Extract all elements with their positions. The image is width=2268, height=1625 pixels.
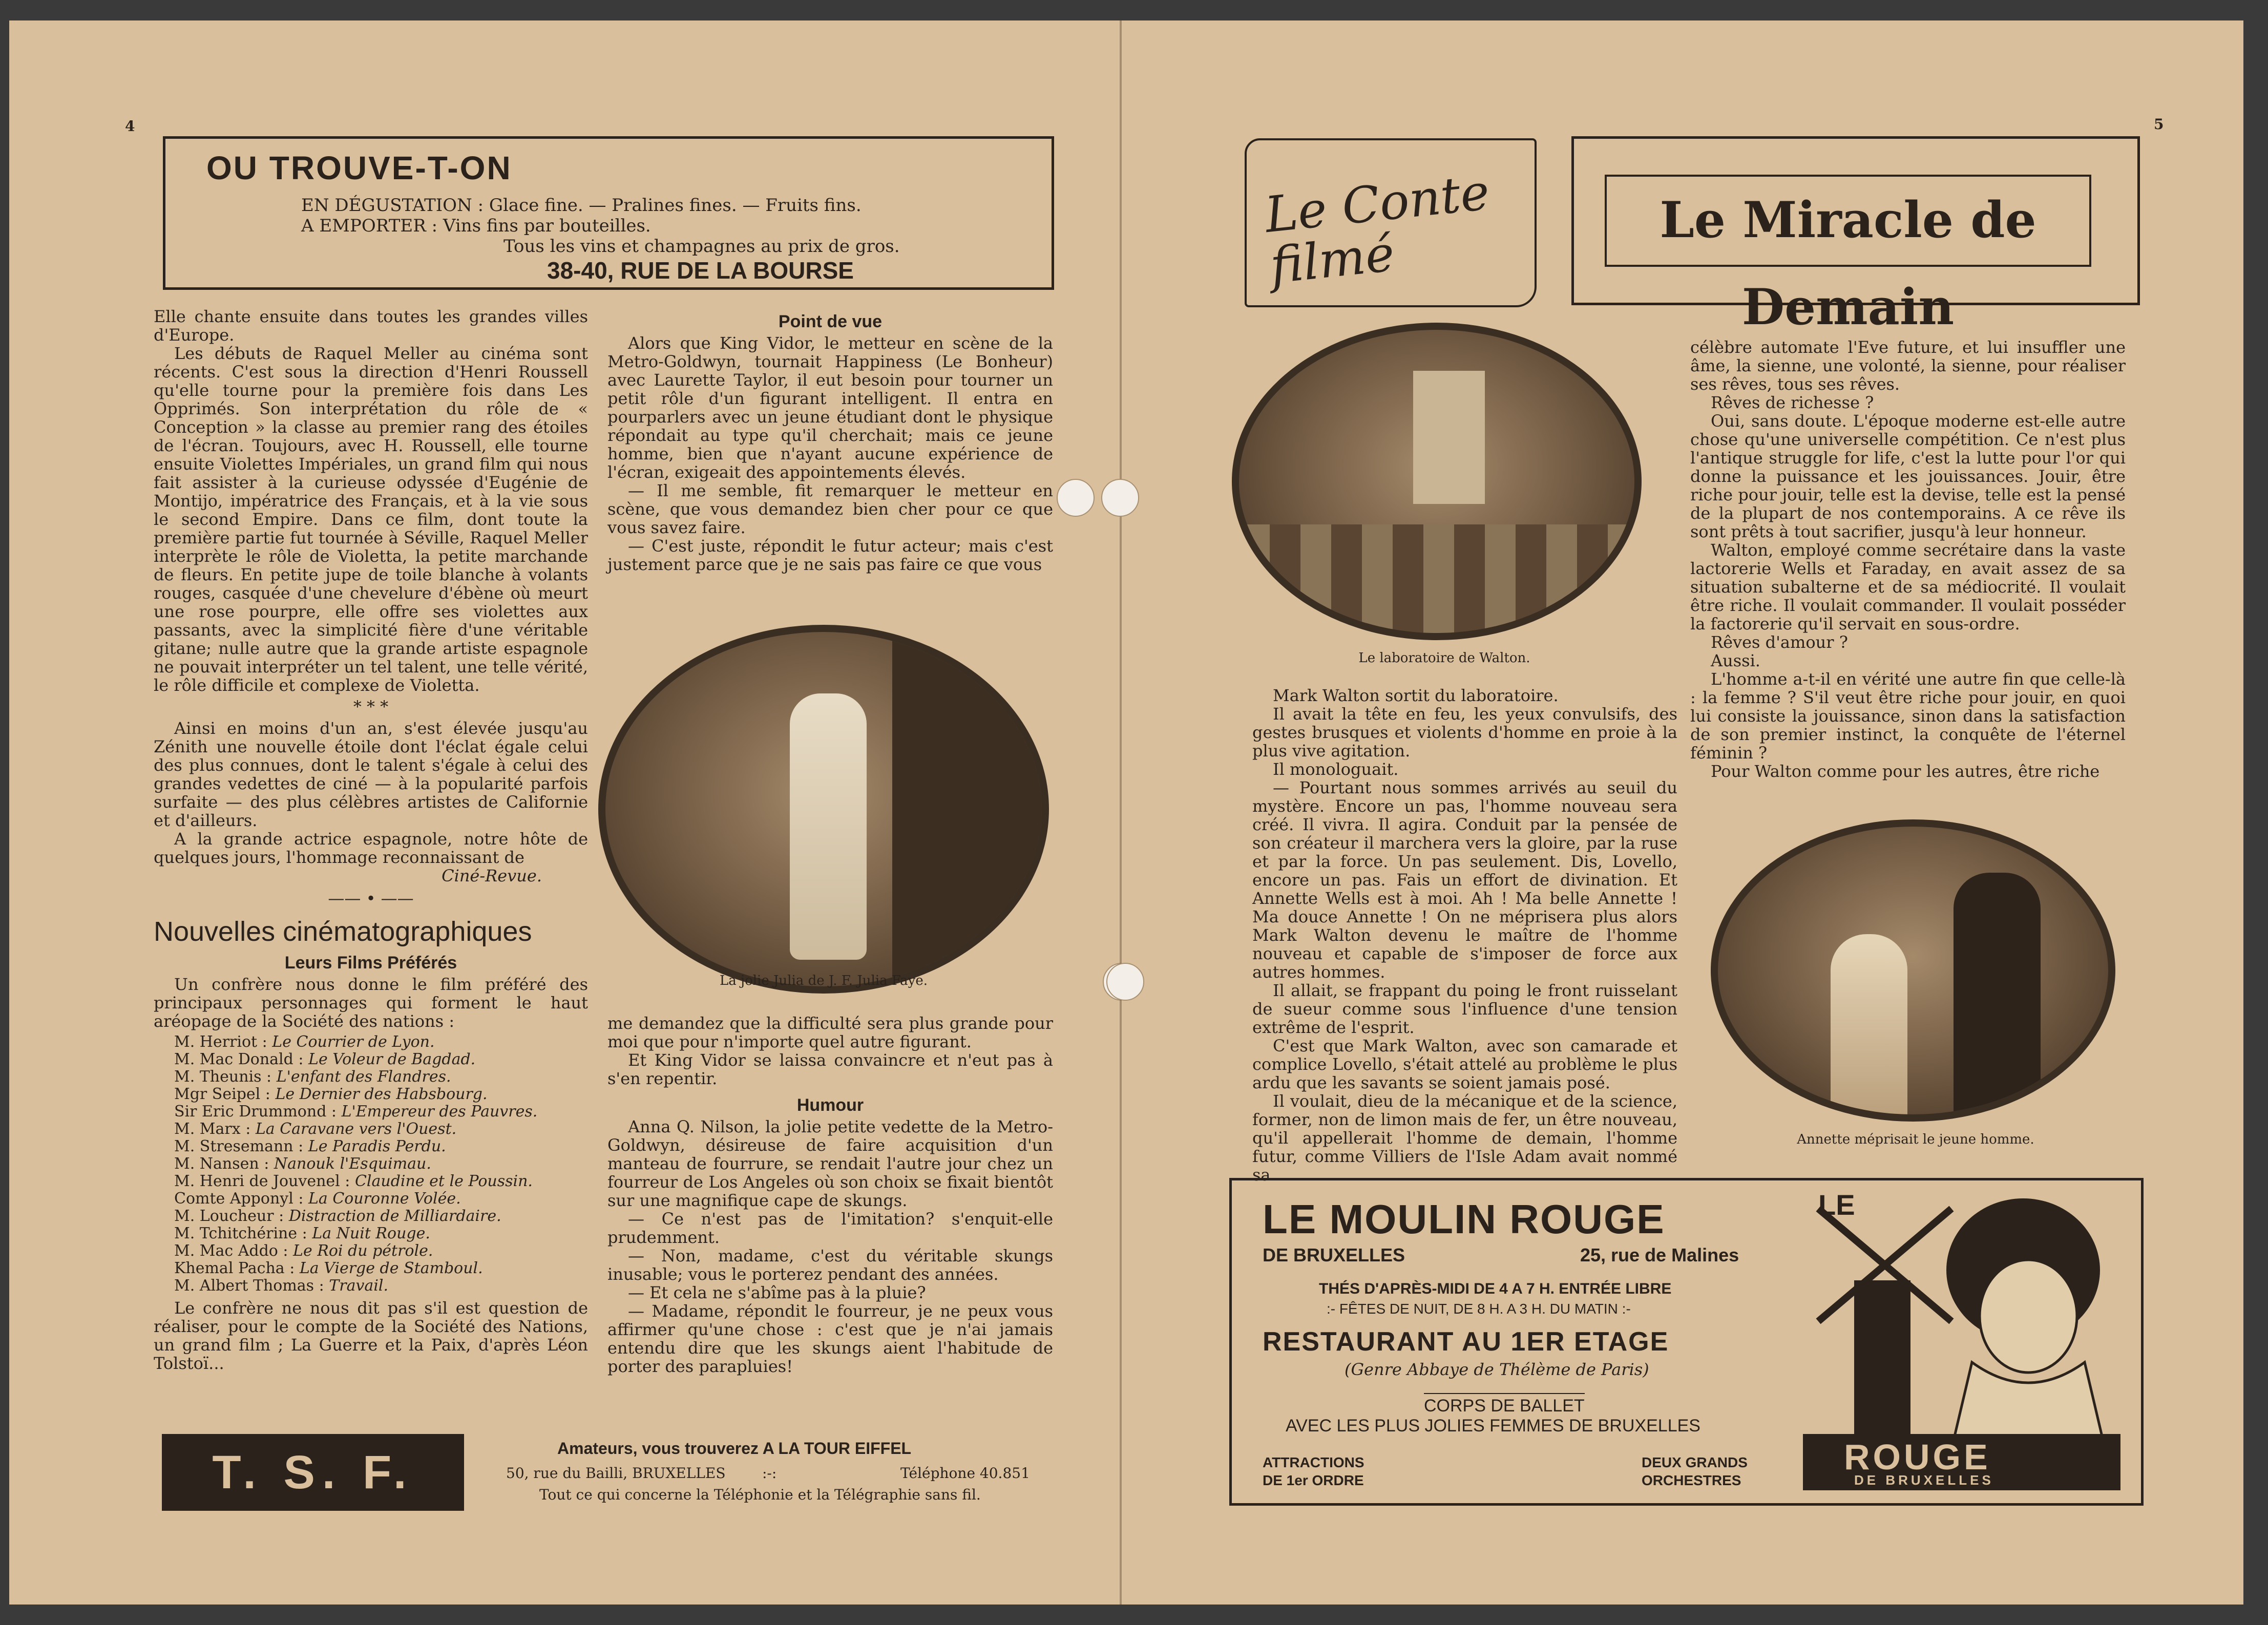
paragraph: — Il me semble, fit remarquer le metteur en scène, que vous demandez bien cher pour ce que vous savez faire.: [607, 481, 1053, 537]
heading-humour: Humour: [796, 1095, 864, 1115]
column-2-bottom: [607, 1014, 1053, 1376]
paragraph: C'est que Mark Walton, avec son camarade et complice Lovello, s'était attelé au problème le plus ardu que les savants se soient jamais posé.: [1252, 1036, 1677, 1092]
moulin-rouge-ad: [1229, 1178, 2144, 1506]
paragraph: L'homme a-t-il en vérité une autre fin que celle-là : la femme ? S'il veut être riche pour jouir, en quoi lui consiste la jouissance, sinon dans la satisfaction de son premier instinct, la conquête de l'éternel féminin ?: [1690, 669, 2126, 763]
paragraph: célèbre automate l'Eve future, et lui insuffler une âme, la sienne, une volonté, la sienne, pour réaliser ses rêves, tous ses rêves.: [1690, 337, 2126, 394]
list-item: M. Loucheur : Distraction de Milliardaire.: [174, 1207, 501, 1225]
title-box: [1571, 136, 2140, 336]
photo-annette: [1711, 819, 2115, 1122]
paragraph: Aussi.: [1711, 651, 1760, 670]
checkered-floor: [1239, 524, 1642, 640]
paragraph: me demandez que la difficulté sera plus grande pour moi que pour n'importe quel autre figurant.: [607, 1014, 1053, 1051]
building-shadow: [892, 632, 1049, 994]
list-item: M. Marx : La Caravane vers l'Ouest.: [174, 1120, 457, 1138]
list-item: M. Mac Addo : Le Roi du pétrole.: [174, 1242, 433, 1260]
moulin-orch2: ORCHESTRES: [1642, 1472, 1741, 1488]
column-2-top: [607, 307, 1053, 574]
moulin-orch: DEUX GRANDS: [1642, 1454, 1748, 1470]
paragraph: Il voulait, dieu de la mécanique et de la science, former, non de limon mais de fer, un être nouveau, qu'il appellerait l'homme de demain, l'homme futur, comme Villiers de l'Isle Adam avait nommé sa: [1252, 1091, 1677, 1185]
logo-rouge: ROUGE: [1844, 1437, 1991, 1477]
tsf-line3: Tout ce qui concerne la Téléphonie et la Télégraphie sans fil.: [539, 1486, 981, 1503]
list-item: Sir Eric Drummond : L'Empereur des Pauvres.: [174, 1103, 538, 1121]
paragraph: Ainsi en moins d'un an, s'est élevée jusqu'au Zénith une nouvelle étoile dont l'éclat égale celui des plus connues, dont le talent s'égale à celui des grandes vedettes de ciné — à la popularité parfois surfaite — des plus célèbres artistes de Californie et d'ailleurs.: [154, 719, 588, 830]
list-item: M. Stresemann : Le Paradis Perdu.: [174, 1137, 446, 1155]
man-figure: [1954, 873, 2041, 1122]
ad-title: OU TROUVE-T-ON: [206, 150, 512, 186]
paragraph: — Et cela ne s'abîme pas à la pluie?: [628, 1283, 926, 1302]
binder-hole: [1106, 963, 1144, 1001]
woman-figure: [1831, 934, 1907, 1122]
conte-filme-logo: [1245, 138, 1537, 307]
moulin-address: 25, rue de Malines: [1580, 1244, 1739, 1265]
moulin-illustration: [1798, 1188, 2126, 1490]
moulin-restaurant: RESTAURANT AU 1ER ETAGE: [1263, 1327, 1669, 1357]
paragraph: — Ce n'est pas de l'imitation? s'enquit-elle prudemment.: [607, 1209, 1053, 1247]
moulin-women: AVEC LES PLUS JOLIES FEMMES DE BRUXELLES: [1286, 1416, 1700, 1436]
column-b: [1690, 338, 2126, 780]
list-item: M. Henri de Jouvenel : Claudine et le Poussin.: [174, 1172, 533, 1190]
section-title: Nouvelles cinématographiques: [154, 916, 532, 947]
column-a: [1252, 686, 1677, 1184]
paragraph: Pour Walton comme pour les autres, être riche: [1711, 762, 2100, 781]
doorway: [1413, 371, 1485, 504]
photo-caption: La jolie Julia de J. F. Julia Faye.: [719, 973, 928, 988]
paragraph: Alors que King Vidor, le metteur en scène de la Metro-Goldwyn, tournait Happiness (Le Bonheur) avec Laurette Taylor, il eut besoin pour tourner un petit rôle d'un figurant intelligent. Il entra en pourparlers avec un jeune étudiant dont le physique répondait au type qu'il cherchait; mais ce jeune homme, bien que n'ayant aucune expérience de l'écran, exigeait des appointements élevés.: [607, 333, 1053, 482]
left-page: [9, 20, 1122, 1605]
paragraph: Walton, employé comme secrétaire dans la vaste lactorerie Wells et Faraday, en avait assez de sa situation subalterne et de sa médiocrité. Il voulait être riche. Il voulait commander. Il voulait posséder la factorerie qu'il servait en sous-ordre.: [1690, 540, 2126, 634]
story-title: Le Miracle de Demain: [1605, 175, 2091, 267]
figure-silhouette: [790, 693, 867, 960]
paragraph: Les débuts de Raquel Meller au cinéma sont récents. C'est sous la direction d'Henri Roussell qu'elle tourne pour la première fois dans Les Opprimés. Son interprétation du rôle de « Conception » la classe au premier rang des étoiles de l'écran. Toujours, avec H. Roussell, elle tourne ensuite Violettes Impériales, un grand film qui nous fait assister à la curieuse odyssée d'Eugénie de Montijo, impératrice des Français, et à la vie sous le second Empire. Dans ce film, dont toute la première partie fut tournée à Séville, Raquel Meller interprète le rôle de Violetta, la petite marchande de fleurs. En petite jupe de toile blanche à volants rouges, casquée d'une chevelure d'ébène où meurt une rose pourpre, elle offre ses violettes aux passants, avec la simplicité fière d'une véritable gitane; nulle autre que la grande artiste espagnole ne pouvait interpréter un tel talent, une telle vérité, le rôle difficile et complexe de Violetta.: [154, 344, 588, 695]
signature: Ciné-Revue.: [442, 866, 542, 885]
heading-point-de-vue: Point de vue: [778, 312, 883, 331]
list-item: M. Nansen : Nanouk l'Esquimau.: [174, 1155, 431, 1173]
page-number: 4: [125, 118, 135, 135]
list-item: M. Albert Thomas : Travail.: [174, 1277, 389, 1295]
ad-address: 38-40, RUE DE LA BOURSE: [547, 257, 854, 284]
paragraph: Anna Q. Nilson, la jolie petite vedette de la Metro-Goldwyn, désireuse de faire acquisition d'un manteau de fourrure, se rendait l'autre jour chez un fourreur de Los Angeles où son choix se fixait bientôt sur une magnifique cape de skungs.: [607, 1117, 1053, 1210]
photo1-caption: Le laboratoire de Walton.: [1358, 650, 1530, 666]
binder-hole: [1101, 479, 1139, 517]
column-1: [154, 307, 588, 1373]
paragraph: Mark Walton sortit du laboratoire.: [1273, 686, 1559, 705]
list-item: M. Herriot : Le Courrier de Lyon.: [174, 1033, 435, 1051]
ad-line-vins: Tous les vins et champagnes au prix de gros.: [503, 236, 900, 257]
list-item: M. Tchitchérine : La Nuit Rouge.: [174, 1225, 430, 1242]
tsf-line1: Amateurs, vous trouverez A LA TOUR EIFFEL: [557, 1439, 912, 1458]
paragraph: Elle chante ensuite dans toutes les grandes villes d'Europe.: [154, 307, 588, 345]
moulin-line1: THÉS D'APRÈS-MIDI DE 4 A 7 H. ENTRÉE LIBRE: [1319, 1280, 1672, 1297]
binder-hole: [1057, 479, 1095, 517]
paragraph: Un confrère nous donne le film préféré des principaux personnages qui forment le haut aréopage de la Société des nations :: [154, 975, 588, 1031]
photo2-caption: Annette méprisait le jeune homme.: [1797, 1132, 2034, 1147]
moulin-attr2: DE 1er ORDRE: [1263, 1472, 1364, 1488]
paragraph: Il monologuait.: [1273, 759, 1399, 779]
moulin-ballet: CORPS DE BALLET: [1424, 1393, 1585, 1416]
section-stars: * * *: [353, 697, 389, 716]
sub-title: Leurs Films Préférés: [284, 953, 457, 973]
ou-trouve-ton-ad: [163, 136, 1054, 290]
paragraph: — Madame, répondit le fourreur, je ne peux vous affirmer qu'une chose : c'est que je n'ai jamais entendu dire que les skungs aient l'habitude de porter des parapluies!: [607, 1301, 1053, 1376]
tsf-sep: :-:: [762, 1465, 777, 1482]
logo-le: LE: [1818, 1189, 1855, 1221]
moulin-title: LE MOULIN ROUGE: [1263, 1196, 1665, 1242]
tsf-address: 50, rue du Bailli, BRUXELLES: [506, 1465, 726, 1482]
photo-laboratoire: [1232, 323, 1642, 640]
tsf-phone: Téléphone 40.851: [900, 1465, 1030, 1482]
moulin-genre: (Genre Abbaye de Thélème de Paris): [1345, 1360, 1649, 1379]
paragraph: Le confrère ne nous dit pas s'il est question de réaliser, pour le compte de la Société des Nations, un grand film ; La Guerre et la Paix, d'après Léon Tolstoï...: [154, 1298, 588, 1373]
moulin-line2: :- FÊTES DE NUIT, DE 8 H. A 3 H. DU MATIN :-: [1327, 1301, 1631, 1317]
ad-line-degustation: EN DÉGUSTATION : Glace fine. — Pralines fines. — Fruits fins.: [301, 195, 862, 216]
page-number: 5: [2154, 116, 2164, 133]
list-item: Mgr Seipel : Le Dernier des Habsbourg.: [174, 1085, 488, 1103]
moulin-attr: ATTRACTIONS: [1263, 1454, 1364, 1470]
paragraph: Rêves d'amour ?: [1711, 632, 1848, 652]
right-page: [1122, 20, 2243, 1605]
paragraph: — Non, madame, c'est du véritable skungs inusable; vous le porterez pendant des années.: [607, 1246, 1053, 1284]
divider: —— • ——: [328, 889, 414, 908]
paragraph: Oui, sans doute. L'époque moderne est-elle autre chose qu'une universelle compétition. Ce n'est plus l'antique struggle for life, c'est la lutte pour l'or qui donne la puissance et les jouissances. Jouir, être riche pour jouir, telle est la devise, telle est la pensé de la plupart de nos contemporains. A ce rêve ils sont prêts à tout sacrifier, jusqu'à leur honneur.: [1690, 411, 2126, 541]
paragraph: A la grande actrice espagnole, notre hôte de quelques jours, l'hommage reconnaissant de: [154, 829, 588, 867]
list-item: M. Mac Donald : Le Voleur de Bagdad.: [174, 1050, 476, 1068]
conte-filme-text: Le Conte filmé: [1262, 163, 1493, 295]
list-item: Comte Apponyl : La Couronne Volée.: [174, 1190, 461, 1208]
photo-julia-faye: [598, 625, 1049, 994]
list-item: M. Theunis : L'enfant des Flandres.: [174, 1068, 451, 1086]
logo-bruxelles: DE BRUXELLES: [1854, 1472, 1994, 1488]
tsf-logo: T. S. F.: [162, 1434, 464, 1511]
films-list: [174, 1033, 588, 1295]
list-item: Khemal Pacha : La Vierge de Stamboul.: [174, 1259, 483, 1277]
paragraph: — Pourtant nous sommes arrivés au seuil du mystère. Encore un pas, l'homme nouveau sera créé. Il vivra. Il agira. Conduit par la pensée de son créateur il marchera vers la gloire, par la ruse et par la force. Un pas seulement. Dis, Lovello, encore un pas. Fais un effort de divination. Et Annette Wells est à moi. Ah ! Ma belle Annette ! Ma douce Annette ! On ne méprisera plus alors Mark Walton devenu le maître de l'homme nouveau et capable de s'imposer de force aux autres hommes.: [1252, 778, 1677, 982]
paragraph: — C'est juste, répondit le futur acteur; mais c'est justement parce que je ne sais pas faire ce que vous: [607, 536, 1053, 574]
paragraph: Et King Vidor se laissa convaincre et n'eut pas à s'en repentir.: [607, 1050, 1053, 1088]
paragraph: Il allait, se frappant du poing le front ruisselant de sueur comme sous l'influence d'une tension extrême de l'esprit.: [1252, 981, 1677, 1037]
moulin-city: DE BRUXELLES: [1263, 1244, 1405, 1265]
paragraph: Rêves de richesse ?: [1711, 393, 1874, 412]
ad-line-emporter: A EMPORTER : Vins fins par bouteilles.: [301, 216, 651, 236]
paragraph: Il avait la tête en feu, les yeux convulsifs, des gestes brusques et violents d'homme en proie à la plus vive agitation.: [1252, 704, 1677, 761]
